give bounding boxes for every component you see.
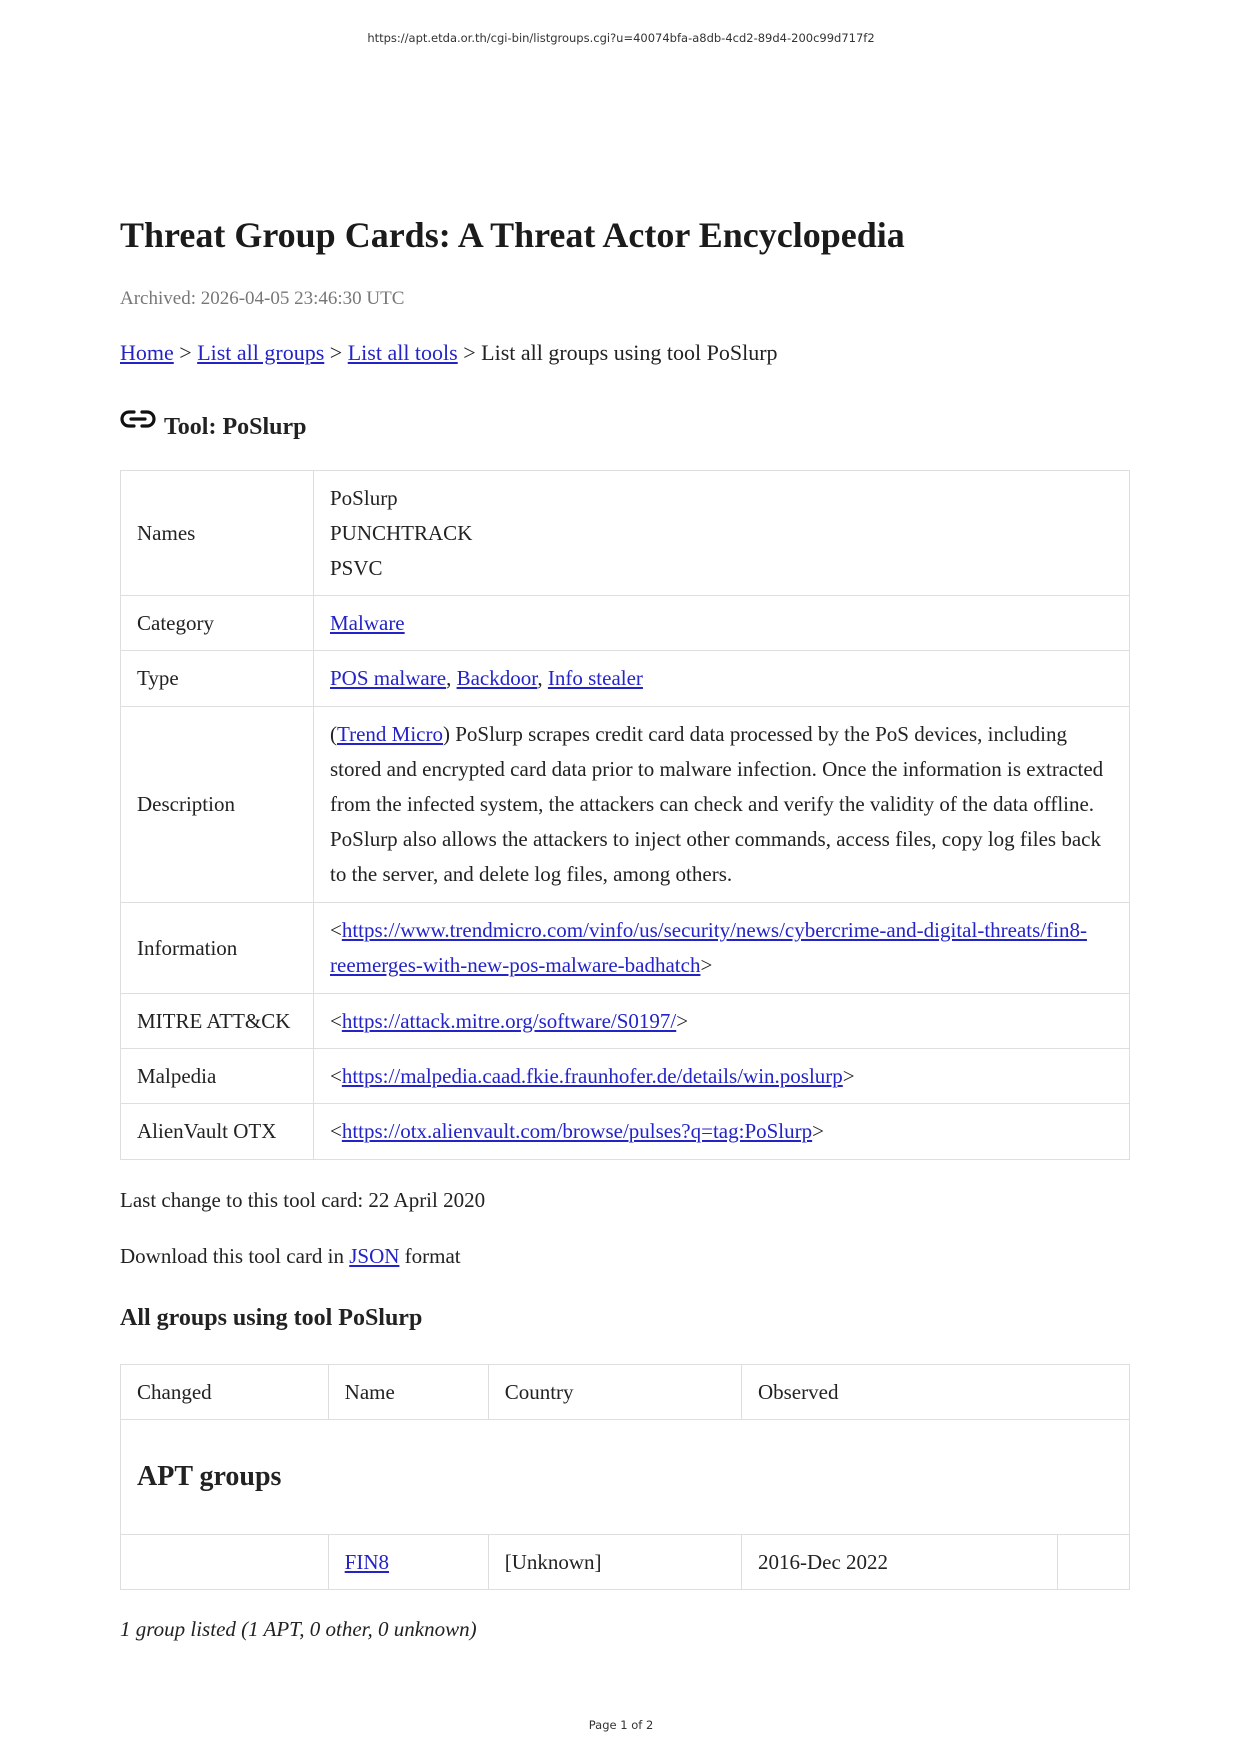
tool-name: PUNCHTRACK bbox=[330, 520, 473, 545]
mitre-link[interactable]: https://attack.mitre.org/software/S0197/ bbox=[341, 1008, 677, 1033]
page-number-footer: Page 1 of 2 bbox=[588, 1718, 654, 1732]
group-observed: 2016-Dec 2022 bbox=[741, 1535, 1057, 1590]
category-label: Category bbox=[121, 596, 314, 651]
groups-header-row bbox=[121, 1365, 1130, 1420]
page-url-header: https://apt.etda.or.th/cgi-bin/listgroups.cgi?u=40074bfa-a8db-4cd2-89d4-200c99d717f2 bbox=[367, 31, 875, 45]
description-source-link[interactable]: Trend Micro bbox=[337, 722, 443, 746]
column-header-country: Country bbox=[488, 1365, 741, 1420]
angle-close: > bbox=[676, 1008, 689, 1033]
breadcrumb-current: List all groups using tool PoSlurp bbox=[481, 340, 778, 365]
otx-label: AlienVault OTX bbox=[121, 1104, 314, 1160]
tool-heading bbox=[120, 405, 307, 441]
page-title: Threat Group Cards: A Threat Actor Encyclopedia bbox=[120, 215, 905, 255]
section-title-cell bbox=[121, 1420, 1130, 1535]
breadcrumb-home-link[interactable]: Home bbox=[120, 340, 174, 365]
malpedia-label: Malpedia bbox=[121, 1049, 314, 1104]
tool-row-mitre bbox=[121, 994, 1130, 1049]
type-separator: , bbox=[446, 666, 457, 690]
groups-heading: All groups using tool PoSlurp bbox=[120, 1305, 423, 1331]
groups-section-row bbox=[121, 1420, 1130, 1535]
last-change-text: Last change to this tool card: 22 April 2020 bbox=[120, 1188, 486, 1212]
otx-value bbox=[314, 1104, 1130, 1160]
tool-row-otx bbox=[121, 1104, 1130, 1160]
group-country: [Unknown] bbox=[488, 1535, 741, 1590]
tool-heading-text: Tool: PoSlurp bbox=[164, 414, 307, 440]
tool-row-names bbox=[121, 471, 1130, 596]
tool-row-information bbox=[121, 903, 1130, 994]
paren-open: ( bbox=[330, 722, 337, 746]
tool-row-description bbox=[121, 707, 1130, 903]
download-suffix: format bbox=[399, 1244, 461, 1268]
tool-name: PSVC bbox=[330, 555, 383, 580]
information-link[interactable]: https://www.trendmicro.com/vinfo/us/security/news/cybercrime-and-digital-threats/fin8-reemerges-with-new-pos-malware-badhatch bbox=[330, 918, 1087, 977]
tool-row-type bbox=[121, 651, 1130, 707]
archived-timestamp: Archived: 2026-04-05 23:46:30 UTC bbox=[120, 288, 405, 309]
angle-open: < bbox=[330, 1008, 342, 1033]
download-prefix: Download this tool card in bbox=[120, 1244, 350, 1268]
tool-card-table bbox=[120, 470, 1130, 1160]
group-extra-cell bbox=[1058, 1535, 1130, 1590]
column-header-changed: Changed bbox=[121, 1365, 329, 1420]
groups-table bbox=[120, 1364, 1130, 1590]
malpedia-link[interactable]: https://malpedia.caad.fkie.fraunhofer.de/details/win.poslurp bbox=[341, 1063, 843, 1088]
names-label: Names bbox=[121, 471, 314, 596]
group-name-link[interactable]: FIN8 bbox=[344, 1549, 390, 1574]
angle-open: < bbox=[330, 918, 342, 942]
type-label: Type bbox=[121, 651, 314, 707]
information-label: Information bbox=[121, 903, 314, 994]
otx-link[interactable]: https://otx.alienvault.com/browse/pulses?q=tag:PoSlurp bbox=[341, 1119, 813, 1143]
table-row bbox=[121, 1535, 1130, 1590]
type-link-pos-malware[interactable]: POS malware bbox=[330, 666, 447, 690]
column-header-name: Name bbox=[328, 1365, 488, 1420]
category-value bbox=[314, 596, 1130, 651]
type-link-info-stealer[interactable]: Info stealer bbox=[547, 666, 643, 690]
breadcrumb bbox=[120, 340, 778, 366]
breadcrumb-separator: > bbox=[329, 340, 343, 365]
groups-summary: 1 group listed (1 APT, 0 other, 0 unknown) bbox=[120, 1617, 477, 1641]
malpedia-value bbox=[314, 1049, 1130, 1104]
column-header-observed: Observed bbox=[741, 1365, 1129, 1420]
group-changed bbox=[121, 1535, 329, 1590]
angle-open: < bbox=[330, 1119, 342, 1143]
type-value bbox=[314, 651, 1130, 707]
angle-open: < bbox=[330, 1063, 342, 1088]
json-download-link[interactable]: JSON bbox=[349, 1244, 400, 1268]
tool-name: PoSlurp bbox=[330, 485, 398, 510]
mitre-label: MITRE ATT&CK bbox=[121, 994, 314, 1049]
mitre-value bbox=[314, 994, 1130, 1049]
type-link-backdoor[interactable]: Backdoor bbox=[456, 666, 538, 690]
type-separator: , bbox=[537, 666, 548, 690]
breadcrumb-list-tools-link[interactable]: List all tools bbox=[347, 340, 458, 365]
angle-close: > bbox=[812, 1119, 824, 1143]
description-label: Description bbox=[121, 707, 314, 903]
information-value bbox=[314, 903, 1130, 994]
description-value bbox=[314, 707, 1130, 903]
tool-row-category bbox=[121, 596, 1130, 651]
breadcrumb-separator: > bbox=[179, 340, 192, 365]
group-name-cell bbox=[328, 1535, 488, 1590]
description-text: ) PoSlurp scrapes credit card data processed by the PoS devices, including stored and encrypted card data prior to malware infection. Once the information is extracted from the infected system, the attackers can check and verify the validity of the data offline. PoSlurp also allows the attackers to inject other commands, access files, copy log files back to the server, and delete log files, among others. bbox=[330, 722, 1104, 886]
download-text bbox=[120, 1244, 461, 1269]
names-value bbox=[314, 471, 1130, 596]
category-link[interactable]: Malware bbox=[330, 610, 405, 635]
angle-close: > bbox=[700, 953, 713, 977]
link-icon bbox=[120, 405, 156, 433]
breadcrumb-list-groups-link[interactable]: List all groups bbox=[197, 340, 325, 365]
tool-row-malpedia bbox=[121, 1049, 1130, 1104]
section-title: APT groups bbox=[137, 1461, 282, 1492]
breadcrumb-separator: > bbox=[463, 340, 476, 365]
angle-close: > bbox=[842, 1063, 855, 1088]
